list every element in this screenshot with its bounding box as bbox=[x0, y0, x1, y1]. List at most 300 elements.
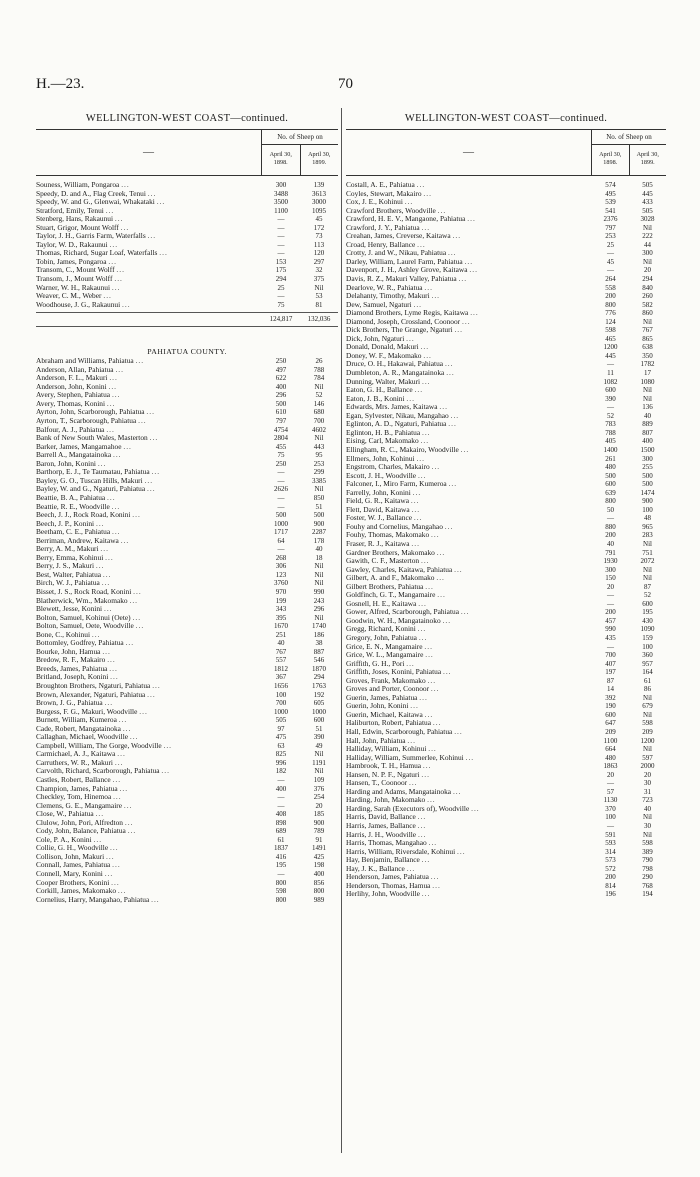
table-row bbox=[36, 562, 338, 571]
table-row bbox=[36, 528, 338, 537]
owner-name bbox=[346, 181, 592, 190]
owner-name bbox=[36, 614, 262, 623]
table-row bbox=[346, 702, 666, 711]
sheep-values bbox=[592, 224, 666, 233]
owner-name bbox=[346, 677, 592, 686]
owner-name-text: Bone, C., Kohinui bbox=[36, 630, 90, 639]
owner-name-text: Gilbert, A. and F., Makomako bbox=[346, 574, 435, 583]
table-row bbox=[346, 429, 666, 438]
table-row bbox=[346, 309, 666, 318]
table-row bbox=[36, 682, 338, 691]
owner-name bbox=[36, 588, 262, 597]
owner-name-text: Gosnell, H. E., Kaitawa bbox=[346, 599, 417, 608]
owner-name bbox=[346, 890, 592, 899]
owner-name bbox=[36, 477, 262, 486]
leader-dots: ... bbox=[109, 664, 118, 673]
sheep-values bbox=[592, 301, 666, 310]
sheep-1898: — bbox=[607, 403, 614, 412]
leader-dots: ... bbox=[411, 505, 421, 514]
sheep-values bbox=[592, 309, 666, 318]
owner-name-text: Dew, Samuel, Ngaturi bbox=[346, 300, 412, 309]
sheep-1898: 591 bbox=[605, 830, 616, 839]
sheep-1898: 400 bbox=[275, 784, 287, 793]
sheep-1898: — bbox=[277, 223, 285, 232]
table-header bbox=[36, 130, 338, 176]
leader-dots: ... bbox=[113, 793, 122, 802]
leader-dots: ... bbox=[147, 690, 156, 699]
sheep-values bbox=[592, 822, 666, 831]
sheep-1898: 574 bbox=[605, 181, 616, 189]
sheep-1898: — bbox=[607, 249, 614, 258]
sheep-1899: 856 bbox=[313, 878, 325, 887]
leader-dots: ... bbox=[442, 668, 452, 677]
owner-name bbox=[36, 417, 262, 426]
owner-name bbox=[346, 685, 592, 694]
sheep-1898: 435 bbox=[605, 633, 616, 642]
table-row bbox=[36, 767, 338, 776]
table-row bbox=[346, 318, 666, 327]
table-row bbox=[346, 737, 666, 746]
owner-name-text: Clemens, G. E., Mangamaire bbox=[36, 801, 122, 810]
leader-dots: ... bbox=[161, 767, 170, 776]
leader-dots: ... bbox=[149, 434, 159, 443]
owner-name bbox=[36, 827, 262, 836]
sheep-1898: 1000 bbox=[274, 707, 288, 716]
leader-dots: ... bbox=[406, 864, 416, 873]
sheep-values bbox=[262, 494, 338, 503]
sheep-1899: 1095 bbox=[312, 206, 326, 215]
leader-dots: ... bbox=[422, 762, 432, 771]
table-row bbox=[36, 656, 338, 665]
table-row bbox=[346, 489, 666, 498]
owner-name bbox=[346, 386, 592, 395]
owner-name bbox=[36, 631, 262, 640]
year-1899-label: 1899. bbox=[312, 158, 327, 166]
leader-dots: ... bbox=[109, 374, 118, 383]
table-row bbox=[36, 597, 338, 606]
owner-name bbox=[346, 241, 592, 250]
owner-name-text: Dick, John, Ngaturi bbox=[346, 334, 405, 343]
sheep-values bbox=[262, 614, 338, 623]
sheep-1898: 572 bbox=[605, 864, 616, 873]
table-row bbox=[346, 420, 666, 429]
table-row bbox=[36, 520, 338, 529]
owner-name-text: Hall, Edwin, Scarborough, Pahiatua bbox=[346, 728, 453, 736]
sheep-1898: 367 bbox=[275, 673, 287, 682]
owner-name bbox=[346, 660, 592, 669]
sheep-values bbox=[262, 708, 338, 717]
sheep-values bbox=[262, 656, 338, 665]
sheep-values bbox=[592, 719, 666, 728]
sheep-values bbox=[592, 463, 666, 472]
sheep-1898: 390 bbox=[605, 394, 616, 403]
leader-dots: ... bbox=[421, 890, 431, 899]
leader-dots: ... bbox=[417, 822, 427, 831]
leader-dots: ... bbox=[97, 459, 107, 468]
table-row bbox=[36, 631, 338, 640]
owner-name bbox=[346, 865, 592, 874]
table-row bbox=[346, 480, 666, 489]
sheep-values bbox=[262, 426, 338, 435]
sheep-1899: Nil bbox=[314, 382, 324, 391]
owner-name bbox=[346, 882, 592, 891]
sheep-1899: 198 bbox=[313, 861, 325, 870]
owner-name bbox=[346, 318, 592, 327]
owner-name-text: Druce, O. H., Hakawai, Pahiatua bbox=[346, 360, 444, 369]
owner-name-text: Guerin, Michael, Kaitawa bbox=[346, 710, 423, 719]
sheep-1898: 75 bbox=[277, 451, 285, 460]
sheep-1898: — bbox=[607, 266, 614, 275]
sheep-values bbox=[262, 477, 338, 486]
owner-name bbox=[36, 656, 262, 665]
table-row bbox=[346, 497, 666, 506]
sheep-values bbox=[262, 215, 338, 224]
sheep-1899: 222 bbox=[642, 232, 653, 241]
table-row bbox=[36, 215, 338, 224]
owner-name-text: Tobin, James, Pongaroa bbox=[36, 257, 107, 266]
leader-dots: ... bbox=[100, 545, 109, 554]
owner-name-text: Checkley, Tom, Hinemoa bbox=[36, 793, 112, 802]
sheep-values bbox=[592, 343, 666, 352]
sheep-1898: 791 bbox=[605, 548, 616, 557]
sheep-1899: 113 bbox=[313, 240, 325, 249]
owner-name bbox=[36, 383, 262, 392]
owner-name-text: Darley, William, Laurel Farm, Pahiatua bbox=[346, 257, 463, 266]
sheep-values bbox=[592, 429, 666, 438]
leader-dots: ... bbox=[469, 266, 478, 275]
sheep-1899: 840 bbox=[642, 283, 653, 292]
leader-dots: ... bbox=[425, 651, 434, 660]
leader-dots: ... bbox=[442, 616, 452, 625]
sheep-1898: 497 bbox=[275, 365, 287, 374]
leader-dots: ... bbox=[417, 240, 426, 249]
owner-name bbox=[346, 360, 592, 369]
sheep-1898: 898 bbox=[275, 818, 287, 827]
table-row bbox=[36, 426, 338, 435]
sheep-1899: 788 bbox=[313, 365, 325, 374]
table-row bbox=[36, 870, 338, 879]
sheep-1898: 1130 bbox=[603, 796, 618, 805]
sheep-1899: Nil bbox=[314, 562, 324, 571]
table-row bbox=[36, 571, 338, 580]
sheep-1898: — bbox=[607, 779, 614, 788]
sheep-1898: 539 bbox=[605, 198, 616, 207]
owner-name bbox=[346, 420, 592, 429]
sheep-1898: 598 bbox=[275, 887, 287, 896]
owner-name-text: Gregg, Richard, Konini bbox=[346, 625, 416, 634]
table-row bbox=[36, 588, 338, 597]
sheep-1898: 776 bbox=[605, 309, 616, 318]
sheep-1899: 1500 bbox=[640, 445, 655, 454]
leader-dots: ... bbox=[105, 553, 114, 562]
table-row bbox=[346, 625, 666, 634]
sheep-1899: 2000 bbox=[640, 762, 655, 771]
leader-dots: ... bbox=[424, 283, 433, 292]
sheep-1898: 880 bbox=[605, 522, 616, 531]
owner-name-text: Guerin, James, Pahiatua bbox=[346, 693, 418, 702]
sheep-values bbox=[592, 583, 666, 592]
owner-name bbox=[36, 716, 262, 725]
table-row bbox=[346, 719, 666, 728]
owner-name bbox=[36, 434, 262, 443]
sheep-1898: 306 bbox=[275, 562, 287, 571]
table-row bbox=[36, 579, 338, 588]
owner-name-text: Dearlove, W. R., Pahiatua bbox=[346, 283, 423, 292]
sheep-1899: 87 bbox=[644, 582, 651, 591]
owner-name-text: Harris, Thomas, Mangahao bbox=[346, 839, 427, 848]
owner-name bbox=[36, 733, 262, 742]
sheep-values bbox=[592, 284, 666, 293]
table-row bbox=[346, 805, 666, 814]
table-row bbox=[36, 400, 338, 409]
owner-name bbox=[346, 839, 592, 848]
leader-dots: ... bbox=[457, 847, 466, 856]
table-row bbox=[346, 788, 666, 797]
sheep-1899: 790 bbox=[642, 856, 653, 865]
sheep-values bbox=[262, 400, 338, 409]
sheep-values bbox=[262, 451, 338, 460]
leader-dots: ... bbox=[123, 801, 133, 810]
leader-dots: ... bbox=[431, 463, 441, 472]
leader-dots: ... bbox=[437, 591, 446, 600]
table-row bbox=[346, 890, 666, 899]
leader-dots: ... bbox=[93, 835, 103, 844]
left-column bbox=[36, 112, 338, 904]
owner-name bbox=[346, 198, 592, 207]
owner-name-text: Bredow, R. F., Makairo bbox=[36, 656, 106, 665]
sheep-values bbox=[592, 574, 666, 583]
owner-name-text: Field, G. R., Kaitawa bbox=[346, 497, 410, 506]
owner-name bbox=[36, 844, 262, 853]
sheep-1899: 605 bbox=[313, 699, 325, 708]
sheep-1898: 64 bbox=[277, 536, 285, 545]
sheep-1898: 700 bbox=[605, 651, 616, 660]
sheep-1899: 52 bbox=[644, 591, 651, 600]
table-row bbox=[346, 574, 666, 583]
table-row bbox=[36, 810, 338, 819]
sheep-1899: 860 bbox=[642, 309, 653, 318]
leader-dots: ... bbox=[151, 895, 160, 904]
table-row bbox=[346, 369, 666, 378]
table-row bbox=[36, 434, 338, 443]
table-row bbox=[346, 284, 666, 293]
sheep-1898: — bbox=[277, 776, 285, 784]
sheep-values bbox=[262, 275, 338, 284]
sheep-values bbox=[262, 562, 338, 571]
sheep-values bbox=[262, 802, 338, 811]
sheep-values bbox=[262, 357, 338, 366]
sheep-1899: 139 bbox=[313, 181, 325, 189]
sheep-values bbox=[592, 591, 666, 600]
table-row bbox=[346, 523, 666, 532]
sheep-values bbox=[592, 711, 666, 720]
sheep-values bbox=[592, 241, 666, 250]
owner-name-text: Escott, J. H., Woodville bbox=[346, 471, 417, 480]
sheep-1899: 159 bbox=[642, 633, 653, 642]
sheep-1899: Nil bbox=[643, 565, 652, 574]
sheep-values bbox=[592, 249, 666, 258]
sheep-1899: 1870 bbox=[312, 664, 326, 673]
page-reference: H.—23. bbox=[36, 76, 85, 92]
owner-name-text: Woodhouse, J. G., Rakaunui bbox=[36, 300, 121, 309]
leader-dots: ... bbox=[138, 417, 147, 426]
leader-dots: ... bbox=[112, 451, 122, 460]
leader-dots: ... bbox=[462, 317, 471, 326]
sheep-1899: 798 bbox=[642, 864, 653, 873]
sheep-values bbox=[262, 648, 338, 657]
owner-name bbox=[346, 403, 592, 412]
sheep-1899: 900 bbox=[313, 519, 325, 528]
sheep-values bbox=[262, 503, 338, 512]
table-row bbox=[346, 608, 666, 617]
table-row bbox=[36, 836, 338, 845]
owner-name-text: Henderson, James, Pahiatua bbox=[346, 873, 429, 882]
column-title: WELLINGTON-WEST COAST—continued. bbox=[85, 113, 289, 124]
sheep-1898: 100 bbox=[605, 813, 616, 822]
table-row bbox=[36, 477, 338, 486]
owner-name-text: Breeds, James, Pahiatua bbox=[36, 664, 108, 673]
owner-name bbox=[346, 266, 592, 275]
table-row bbox=[346, 668, 666, 677]
sheep-values bbox=[262, 896, 338, 905]
owner-name bbox=[36, 224, 262, 233]
date-1899-label: April 30, bbox=[308, 151, 331, 158]
owner-name-text: Hall, John, Pahiatua bbox=[346, 736, 406, 745]
table-row bbox=[36, 266, 338, 275]
sheep-values bbox=[262, 827, 338, 836]
sheep-1898: — bbox=[277, 545, 285, 554]
table-row bbox=[346, 352, 666, 361]
sheep-1899: 300 bbox=[642, 249, 653, 258]
leader-dots: ... bbox=[432, 881, 441, 890]
owner-name bbox=[346, 600, 592, 609]
sheep-values bbox=[262, 785, 338, 794]
table-row bbox=[36, 733, 338, 742]
owner-name-text: Warner, W. H., Rakaunui bbox=[36, 283, 111, 292]
sheep-values bbox=[592, 660, 666, 669]
owner-name bbox=[36, 759, 262, 768]
sheep-1899: 73 bbox=[315, 232, 323, 241]
sheep-values bbox=[592, 788, 666, 797]
sheep-1899: 95 bbox=[315, 451, 323, 460]
owner-name bbox=[346, 343, 592, 352]
sheep-1899: 990 bbox=[313, 587, 325, 596]
sheep-1899: 1090 bbox=[640, 625, 655, 634]
sheep-1898: — bbox=[607, 599, 614, 608]
owner-name bbox=[36, 785, 262, 794]
owner-name-text: Collison, John, Makuri bbox=[36, 852, 105, 861]
owner-name bbox=[36, 870, 262, 879]
owner-name-text: Flett, David, Kaitawa bbox=[346, 505, 410, 514]
sheep-1899: 294 bbox=[642, 275, 653, 284]
table-row bbox=[36, 181, 338, 190]
owner-name-text: Carmichael, A. J., Kaitawa bbox=[36, 750, 116, 759]
owner-name bbox=[346, 472, 592, 481]
sheep-1899: 789 bbox=[313, 827, 325, 836]
sheep-1898: 475 bbox=[275, 733, 287, 742]
leader-dots: ... bbox=[102, 647, 111, 656]
sheep-1898: — bbox=[277, 801, 285, 810]
leader-dots: ... bbox=[430, 685, 440, 694]
table-row bbox=[346, 455, 666, 464]
owner-name bbox=[346, 617, 592, 626]
leader-dots: ... bbox=[95, 562, 105, 571]
owner-name bbox=[36, 708, 262, 717]
sheep-1899: 109 bbox=[313, 776, 325, 784]
sheep-values bbox=[262, 750, 338, 759]
sheep-header-title: No. of Sheep on bbox=[262, 130, 338, 145]
table-row bbox=[346, 207, 666, 216]
sheep-1898: 457 bbox=[605, 616, 616, 625]
owner-name-text: Harding and Adams, Mangatainoka bbox=[346, 787, 452, 796]
table-row bbox=[346, 583, 666, 592]
sheep-1898: 392 bbox=[605, 693, 616, 702]
year-1898-label: 1898. bbox=[603, 158, 618, 166]
owner-name bbox=[346, 523, 592, 532]
owner-name-text: Egan, Sylvester, Nikau, Mangahao bbox=[346, 411, 449, 420]
owner-name-text: Falconer, I., Miro Farm, Kumeroa bbox=[346, 480, 447, 489]
leader-dots: ... bbox=[416, 181, 426, 189]
sheep-1899: 186 bbox=[313, 630, 325, 639]
sheep-1898: 1100 bbox=[603, 736, 618, 745]
owner-name-text: Anderson, F. L., Makuri bbox=[36, 374, 108, 383]
sheep-values bbox=[592, 549, 666, 558]
leader-dots: ... bbox=[467, 215, 476, 224]
sheep-values bbox=[592, 873, 666, 882]
sheep-values bbox=[592, 497, 666, 506]
sheep-1898: 1717 bbox=[274, 528, 288, 537]
sheep-1898: 197 bbox=[605, 668, 616, 677]
sheep-1898: 767 bbox=[275, 647, 287, 656]
table-row bbox=[36, 494, 338, 503]
owner-name-text: Harris, William, Riversdale, Kohinui bbox=[346, 847, 456, 856]
owner-name-text: Carruthers, W. R., Makuri bbox=[36, 758, 113, 767]
sheep-values bbox=[262, 249, 338, 258]
table-row bbox=[36, 451, 338, 460]
sheep-1899: 360 bbox=[642, 651, 653, 660]
owner-name-text: Coyles, Stewart, Makairo bbox=[346, 189, 422, 198]
owner-name bbox=[36, 207, 262, 216]
sheep-values bbox=[262, 622, 338, 631]
table-header bbox=[346, 130, 666, 176]
table-row bbox=[346, 292, 666, 301]
owner-name-text: Guerin, John, Konini bbox=[346, 702, 409, 711]
owner-name bbox=[346, 540, 592, 549]
leader-dots: ... bbox=[114, 275, 123, 284]
owner-name-text: Berry, Emma, Kohinui bbox=[36, 553, 104, 562]
sheep-1899: Nil bbox=[314, 767, 324, 776]
leader-dots: ... bbox=[421, 856, 431, 865]
sheep-1898: 314 bbox=[605, 847, 616, 856]
sheep-1899: 3028 bbox=[640, 215, 655, 224]
owner-name-text: Best, Walter, Pahiatua bbox=[36, 570, 102, 579]
sheep-1899: 700 bbox=[313, 417, 325, 426]
sheep-1898: 4754 bbox=[274, 425, 288, 434]
owner-name bbox=[36, 374, 262, 383]
sheep-values bbox=[592, 506, 666, 515]
sheep-1898: 175 bbox=[275, 266, 287, 275]
leader-dots: ... bbox=[444, 360, 454, 369]
sheep-1899: 350 bbox=[642, 351, 653, 360]
owner-name-text: Davis, R. Z., Makuri Valley, Pahiatua bbox=[346, 275, 457, 284]
sheep-1899: Nil bbox=[643, 813, 652, 822]
sheep-1899: Nil bbox=[643, 745, 652, 754]
leader-dots: ... bbox=[448, 480, 458, 489]
sheep-1898: 200 bbox=[605, 292, 616, 301]
owner-name-text: Thomas, Richard, Sugar Loaf, Waterfalls bbox=[36, 249, 158, 258]
sheep-1898: 123 bbox=[275, 570, 287, 579]
sheep-1899: 3613 bbox=[312, 189, 326, 198]
